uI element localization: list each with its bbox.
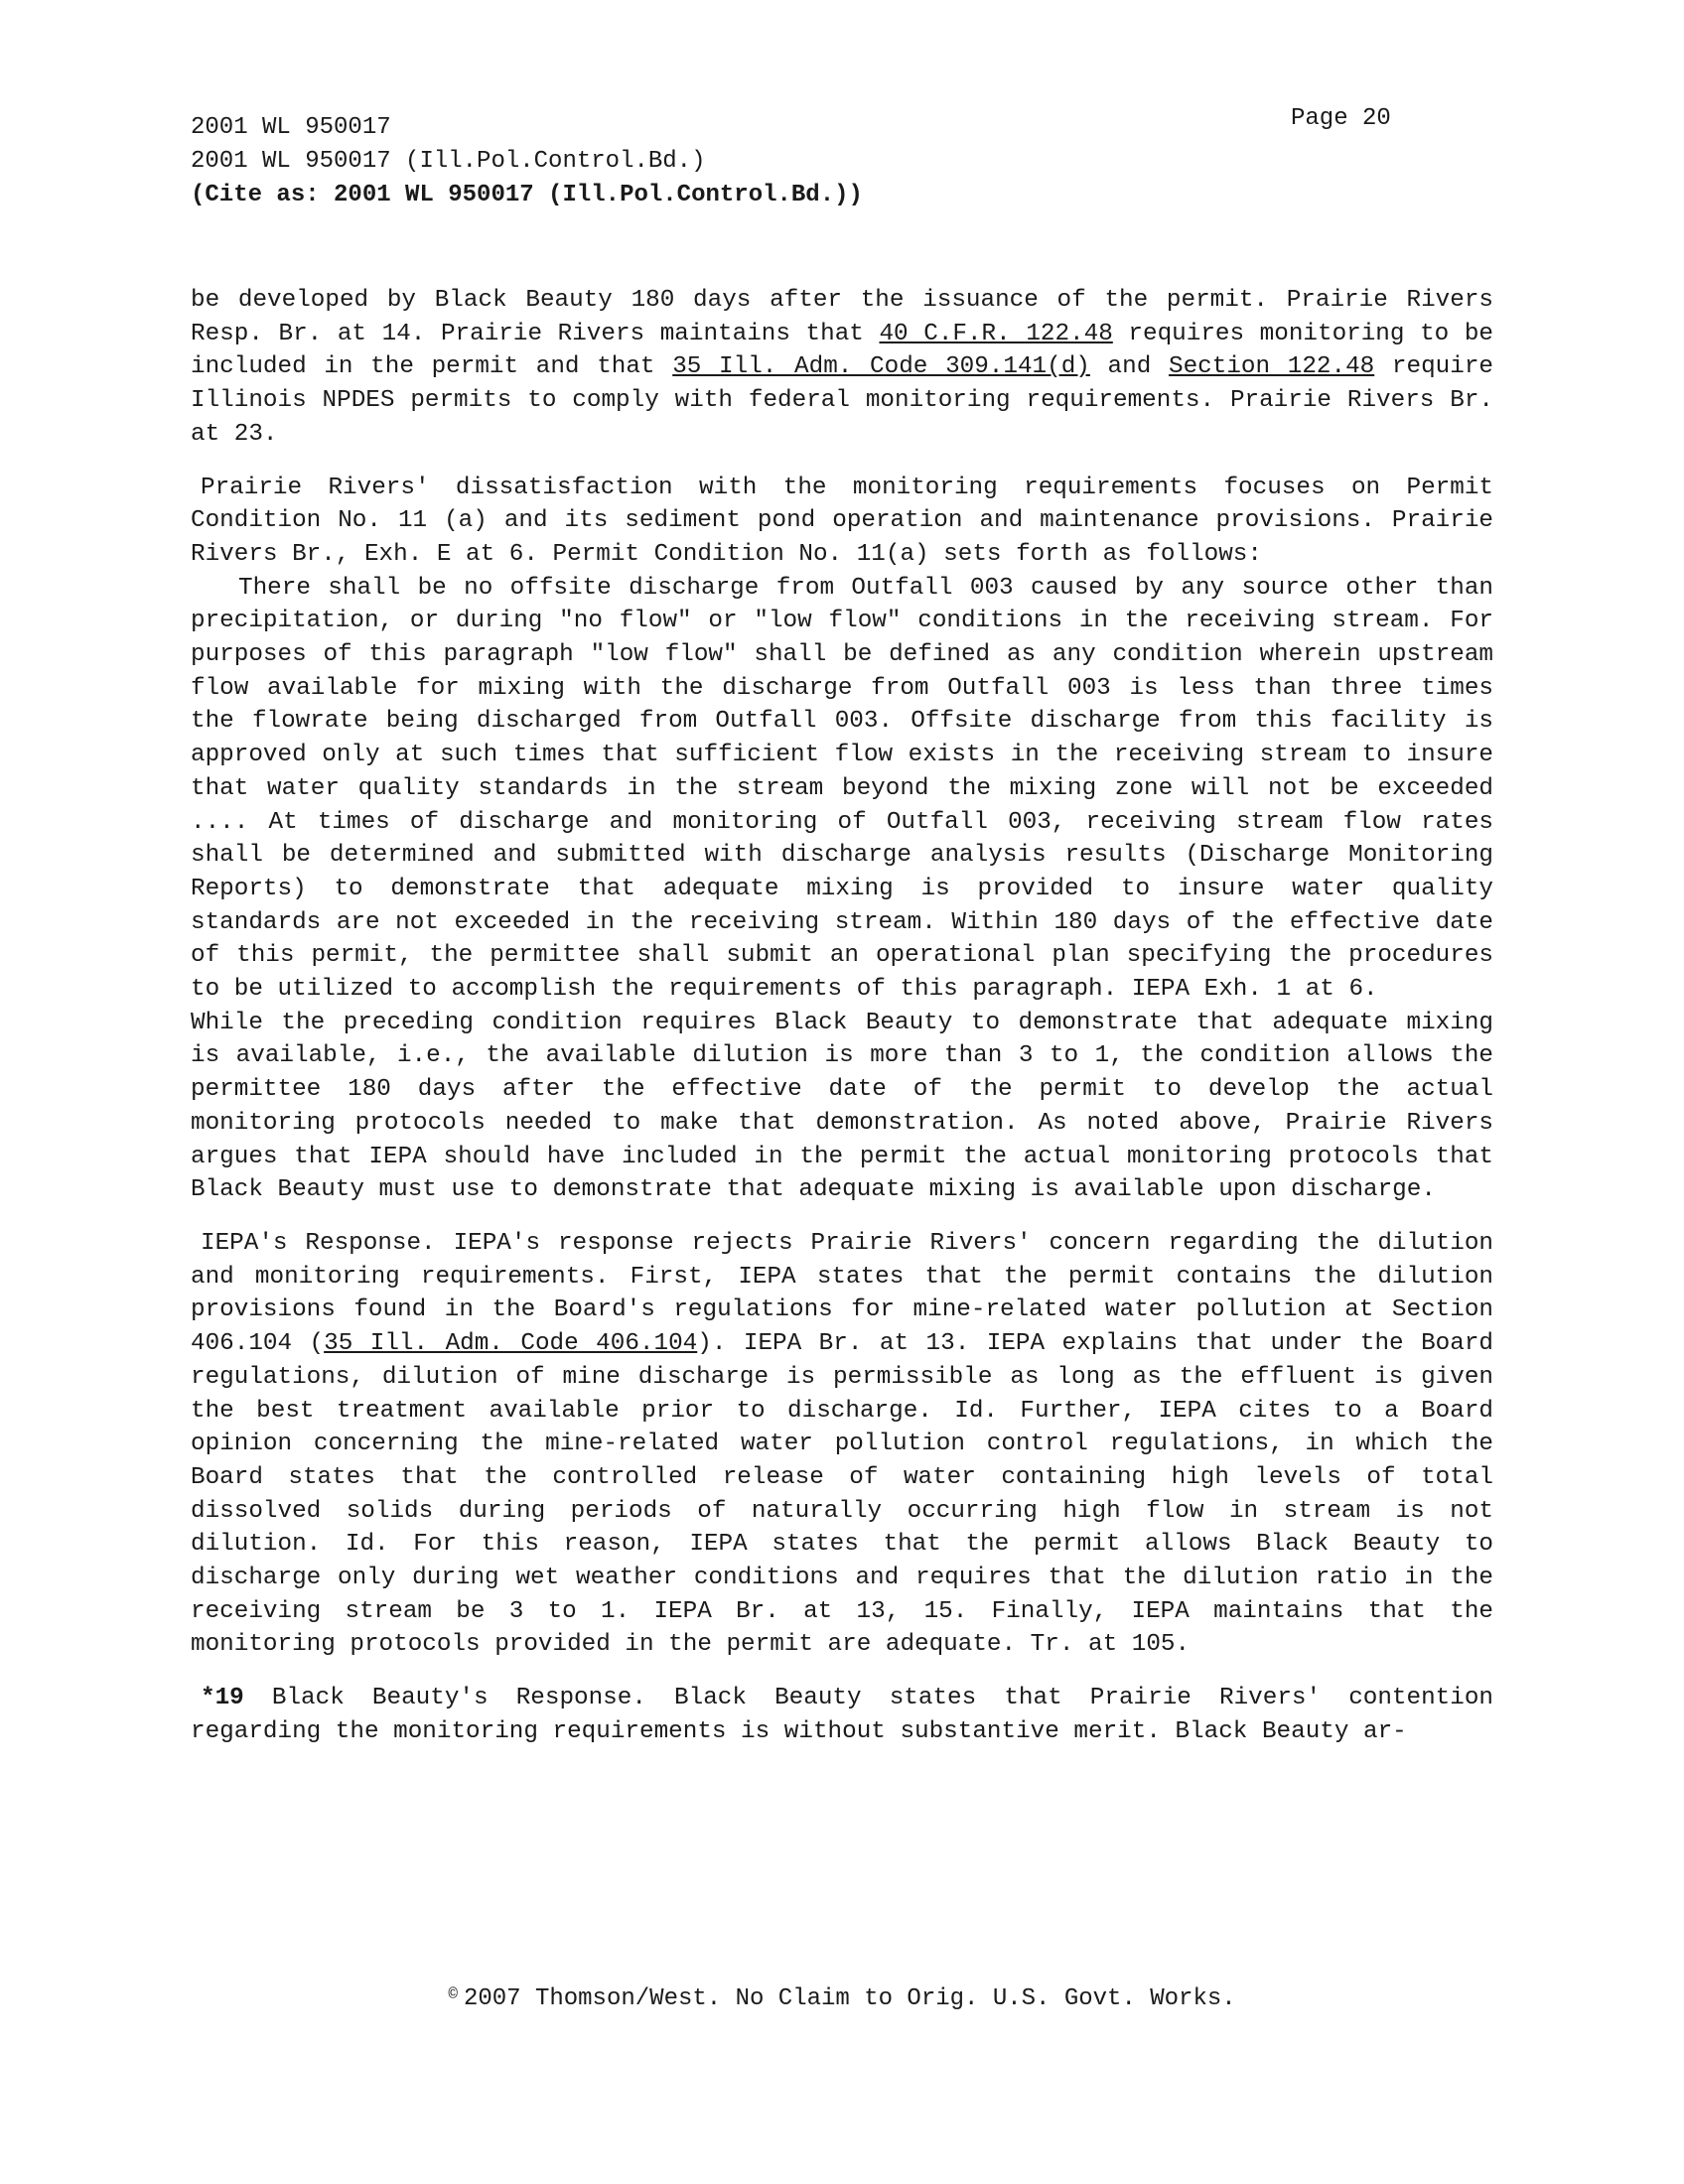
p4-text-1: IEPA's Response. IEPA's response rejects Prairie Rivers' concern regarding the dilution and monitoring requirements. First, IEPA states that the permit contains the dilution provisions found in the Board's regulations for mine-related water pollution at Section 406.104 ( [191, 1229, 1493, 1358]
paragraph-4 [191, 1227, 1493, 1662]
paragraph-1 [191, 284, 1493, 452]
paragraph-2: Prairie Rivers' dissatisfaction with the monitoring requirements focuses on Permit Condition No. 11 (a) and its sediment pond operation and maintenance provisions. Prairie Rivers Br., Exh. E at 6. Permit Condition No. 11(a) sets forth as follows: [191, 474, 1493, 568]
page-number: Page 20 [1291, 105, 1391, 132]
document-body [191, 284, 1493, 1769]
star-page-marker: *19 [201, 1685, 244, 1712]
adm-code-406-link[interactable]: 35 Ill. Adm. Code 406.104 [324, 1330, 698, 1358]
citation-header [191, 111, 1422, 212]
p1-text-3: and [1089, 353, 1169, 381]
header-line-1: 2001 WL 950017 [191, 114, 391, 141]
paragraph-5 [191, 1682, 1493, 1748]
p1-text-2: requires monitoring to be included in the permit and that [191, 320, 1493, 381]
header-line-2: 2001 WL 950017 (Ill.Pol.Control.Bd.) [191, 148, 706, 175]
copyright-text: 2007 Thomson/West. No Claim to Orig. U.S. Govt. Works. [463, 1985, 1236, 2012]
p5-text-1: Black Beauty's Response. Black Beauty states that Prairie Rivers' contention regarding the monitoring requirements is without substantive merit. Black Beauty ar- [191, 1685, 1493, 1745]
paragraph-3: While the preceding condition requires Black Beauty to demonstrate that adequate mixing is available, i.e., the available dilution is more than 3 to 1, the condition allows the permittee 180 days after the effective date of the permit to develop the actual monitoring protocols needed to make that demonstration. As noted above, Prairie Rivers argues that IEPA should have included in the permit the actual monitoring protocols that Black Beauty must use to demonstrate that adequate mixing is available upon discharge. [191, 1009, 1493, 1204]
p1-text-1: be developed by Black Beauty 180 days after the issuance of the permit. Prairie Rivers Resp. Br. at 14. Prairie Rivers maintains that [191, 287, 1493, 347]
p1-text-4: require Illinois NPDES permits to comply with federal monitoring requirements. Prairie Rivers Br. at 23. [191, 353, 1493, 448]
copyright-symbol: © [448, 1985, 458, 2003]
p4-text-2: ). IEPA Br. at 13. IEPA explains that under the Board regulations, dilution of mine discharge is permissible as long as the effluent is given the best treatment available prior to discharge. Id. Further, IEPA cites to a Board opinion concerning the mine-related water pollution control regulations, in which the Board states that the controlled release of water containing high levels of total dissolved solids during periods of naturally occurring high flow in stream is not dilution. Id. For this reason, IEPA states that the permit allows Black Beauty to discharge only during wet weather conditions and requires that the dilution ratio in the receiving stream be 3 to 1. IEPA Br. at 13, 15. Finally, IEPA maintains that the monitoring protocols provided in the permit are adequate. Tr. at 105. [191, 1330, 1493, 1659]
cfr-122-48-link[interactable]: 40 C.F.R. 122.48 [879, 320, 1113, 347]
copyright-footer [0, 1985, 1684, 2012]
permit-condition-quote: There shall be no offsite discharge from Outfall 003 caused by any source other than precipitation, or during "no flow" or "low flow" conditions in the receiving stream. For purposes of this paragraph "low flow" shall be defined as any condition wherein upstream flow available for mixing with the discharge from Outfall 003 is less than three times the flowrate being discharged from Outfall 003. Offsite discharge from this facility is approved only at such times that sufficient flow exists in the receiving stream to insure that water quality standards in the stream beyond the mixing zone will not be exceeded .... At times of discharge and monitoring of Outfall 003, receiving stream flow rates shall be determined and submitted with discharge analysis results (Discharge Monitoring Reports) to demonstrate that adequate mixing is provided to insure water quality standards are not exceeded in the receiving stream. Within 180 days of the effective date of this permit, the permittee shall submit an operational plan specifying the procedures to be utilized to accomplish the requirements of this paragraph. IEPA Exh. 1 at 6. [191, 574, 1493, 1004]
section-122-48-link[interactable]: Section 122.48 [1169, 353, 1375, 381]
cite-as-line: (Cite as: 2001 WL 950017 (Ill.Pol.Control.Bd.)) [191, 182, 863, 208]
adm-code-309-link[interactable]: 35 Ill. Adm. Code 309.141(d) [672, 353, 1090, 381]
